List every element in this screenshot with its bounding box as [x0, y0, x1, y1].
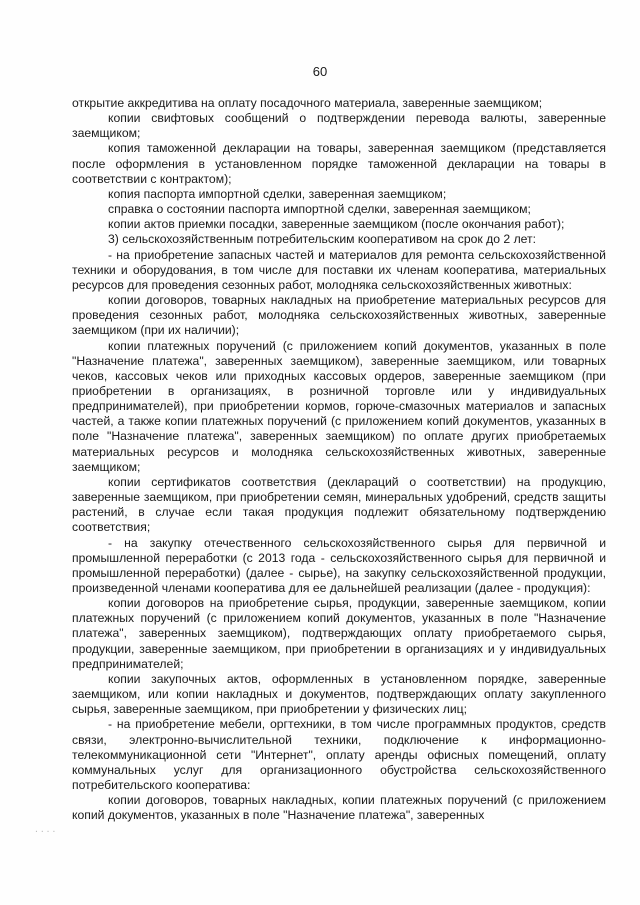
scan-artifact-mark: ···· — [34, 827, 58, 836]
paragraph: копии сертификатов соответствия (деклараций о соответствии) на продукцию, заверенные заемщиком, при приобретении семян, минеральных удобрений, средств защиты растений, в случае если такая продукция подлежит обязательному подтверждению соответствия; — [72, 474, 606, 535]
paragraph: копии актов приемки посадки, заверенные заемщиком (после окончания работ); — [108, 217, 565, 232]
paragraph: копии платежных поручений (с приложением копий документов, указанных в поле "Назначение платежа", заверенных заемщиком), заверенные заемщиком, или товарных чеков, кассовых чеков или приходных кассовых ордеров, заверенные заемщиком (при приобретении в организациях, в розничной торговле или у индивидуальных предпринимателей), при приобретении кормов, горюче-смазочных материалов и запасных частей, а также копии платежных поручений (с приложением копий документов, указанных в поле "Назначение платежа", заверенных заемщиком) по оплате других приобретаемых материальных ресурсов и молодняка сельскохозяйственных животных, заверенные заемщиком; — [72, 338, 606, 474]
paragraph: копии договоров на приобретение сырья, продукции, заверенные заемщиком, копии платежных поручений (с приложением копий документов, указанных в поле "Назначение платежа", заверенных заемщиком), подтверждающих оплату приобретаемого сырья, продукции, заверенные заемщиком, при приобретении в организациях и у индивидуальных предпринимателей; — [72, 596, 606, 671]
paragraph: копии свифтовых сообщений о подтверждении перевода валюты, заверенные заемщиком; — [72, 111, 606, 141]
paragraph: копии договоров, товарных накладных, копии платежных поручений (с приложением копий документов, указанных в поле "Назначение платежа", заверенных — [72, 793, 606, 823]
paragraph: открытие аккредитива на оплату посадочного материала, заверенные заемщиком; — [72, 96, 543, 110]
paragraph: - на закупку отечественного сельскохозяйственного сырья для первичной и промышленной переработки (с 2013 года - сельскохозяйственного сырья для первичной и промышленной переработки) (далее - сырье), на закупку сельскохозяйственной продукции, произведенной членами кооператива для ее дальнейшей реализации (далее - продукция): — [72, 535, 606, 595]
document-body — [72, 96, 606, 824]
paragraph: копия паспорта импортной сделки, заверенная заемщиком; — [108, 186, 447, 201]
paragraph: копия таможенной декларации на товары, заверенная заемщиком (представляется после оформления в установленном порядке таможенной декларации на товары в соответствии с контрактом); — [72, 141, 606, 186]
paragraph: - на приобретение запасных частей и материалов для ремонта сельскохозяйственной техники и оборудования, в том числе для поставки их членам кооператива, материальных ресурсов для проведения сезонных работ, молодняка сельскохозяйственных животных: — [72, 247, 606, 292]
paragraph: 3) сельскохозяйственным потребительским кооперативом на срок до 2 лет: — [108, 232, 537, 247]
paragraph: справка о состоянии паспорта импортной сделки, заверенная заемщиком; — [108, 202, 531, 217]
paragraph: копии договоров, товарных накладных на приобретение материальных ресурсов для проведения сезонных работ, молодняка сельскохозяйственных животных, заверенные заемщиком (при их наличии); — [72, 293, 606, 338]
paragraph: копии закупочных актов, оформленных в установленном порядке, заверенные заемщиком, или копии накладных и документов, подтверждающих оплату закупленного сырья, заверенные заемщиком, при приобретении у физических лиц; — [72, 671, 606, 717]
paragraph: - на приобретение мебели, оргтехники, в том числе программных продуктов, средств связи, электронно-вычислительной техники, подключение к информационно-телекоммуникационной сети "Интернет", оплату аренды офисных помещений, оплату коммунальных услуг для организационного обустройства сельскохозяйственного потребительского кооператива: — [72, 717, 606, 793]
page-number: 60 — [312, 64, 328, 79]
